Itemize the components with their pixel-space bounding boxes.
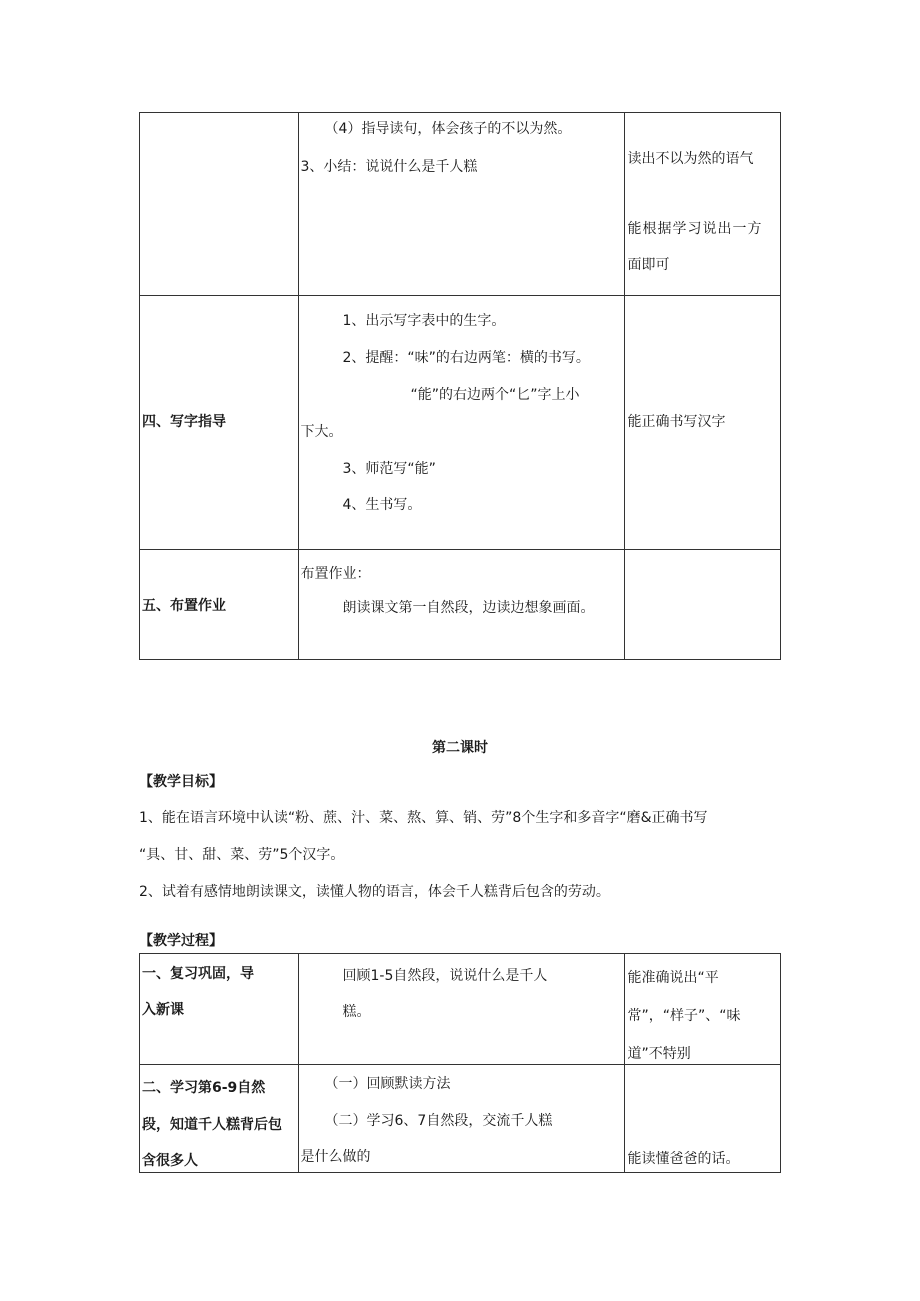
process-cell (298, 954, 625, 1065)
objective-line: 2、试着有感情地朗读课文，读懂人物的语言，体会千人糕背后包含的劳动。 (139, 884, 610, 900)
stage-cell (140, 1065, 299, 1173)
goal-line: 道”不特别 (627, 1046, 691, 1062)
stage-label: 五、布置作业 (142, 598, 226, 614)
stage-line: 含很多人 (142, 1153, 198, 1169)
process-line: （二）学习6、7自然段，交流千人糕 (324, 1113, 553, 1129)
goal-line: 常”，“样子”、“味 (627, 1008, 741, 1024)
table-row (140, 296, 781, 550)
objective-line: “具、甘、甜、菜、劳”5个汉字。 (139, 847, 345, 863)
process-cell (298, 113, 625, 296)
table-row (140, 113, 781, 296)
process-line: 4、生书写。 (342, 497, 422, 513)
process-line: 下大。 (300, 424, 343, 440)
stage-line: 二、学习第6-9自然 (142, 1080, 266, 1096)
objective-line: 1、能在语言环境中认读“粉、蔗、汁、菜、熬、算、销、劳”8个生字和多音字“磨&正确书写 (139, 810, 708, 826)
goal-line: 能正确书写汉字 (627, 414, 726, 430)
process-heading: 【教学过程】 (139, 933, 223, 949)
stage-cell (140, 954, 299, 1065)
objectives-heading: 【教学目标】 (139, 774, 223, 790)
goal-line: 读出不以为然的语气 (627, 151, 754, 167)
goal-line: 能读懂爸爸的话。 (627, 1151, 740, 1167)
process-line: （4）指导读句，体会孩子的不以为然。 (324, 121, 572, 137)
stage-label: 四、写字指导 (142, 414, 226, 430)
goal-cell (625, 296, 781, 550)
process-line: （一）回顾默读方法 (324, 1076, 451, 1092)
process-line: 3、小结：说说什么是千人糕 (300, 159, 478, 175)
process-line: 3、师范写“能” (342, 461, 436, 477)
process-line: 2、提醒：“味”的右边两笔：横的书写。 (342, 350, 590, 366)
process-line: 回顾1-5自然段，说说什么是千人 (342, 968, 548, 984)
stage-line: 入新课 (142, 1002, 184, 1018)
goal-line: 面即可 (627, 257, 670, 273)
goal-line: 能根据学习说出一方 (627, 221, 763, 237)
table-row (140, 954, 781, 1065)
process-line: 糕。 (342, 1004, 371, 1020)
process-line: 1、出示写字表中的生字。 (342, 313, 506, 329)
stage-line: 段，知道千人糕背后包 (142, 1117, 282, 1133)
lesson-table-1 (139, 112, 781, 660)
table-row (140, 1065, 781, 1173)
process-line: “能”的右边两个“匕”字上小 (410, 387, 580, 403)
process-line: 朗读课文第一自然段，边读边想象画面。 (342, 600, 595, 616)
goal-cell (625, 550, 781, 660)
stage-cell (140, 550, 299, 660)
stage-cell (140, 113, 299, 296)
process-cell (298, 550, 625, 660)
lesson-table-2 (139, 953, 781, 1173)
process-cell (298, 296, 625, 550)
stage-cell (140, 296, 299, 550)
goal-cell (625, 113, 781, 296)
process-cell (298, 1065, 625, 1173)
process-line: 布置作业： (300, 566, 371, 582)
goal-cell (625, 1065, 781, 1173)
stage-line: 一、复习巩固，导 (142, 966, 254, 982)
table-row (140, 550, 781, 660)
goal-cell (625, 954, 781, 1065)
goal-line: 能准确说出“平 (627, 970, 719, 986)
process-line: 是什么做的 (300, 1149, 371, 1165)
lesson-title: 第二课时 (432, 740, 488, 756)
